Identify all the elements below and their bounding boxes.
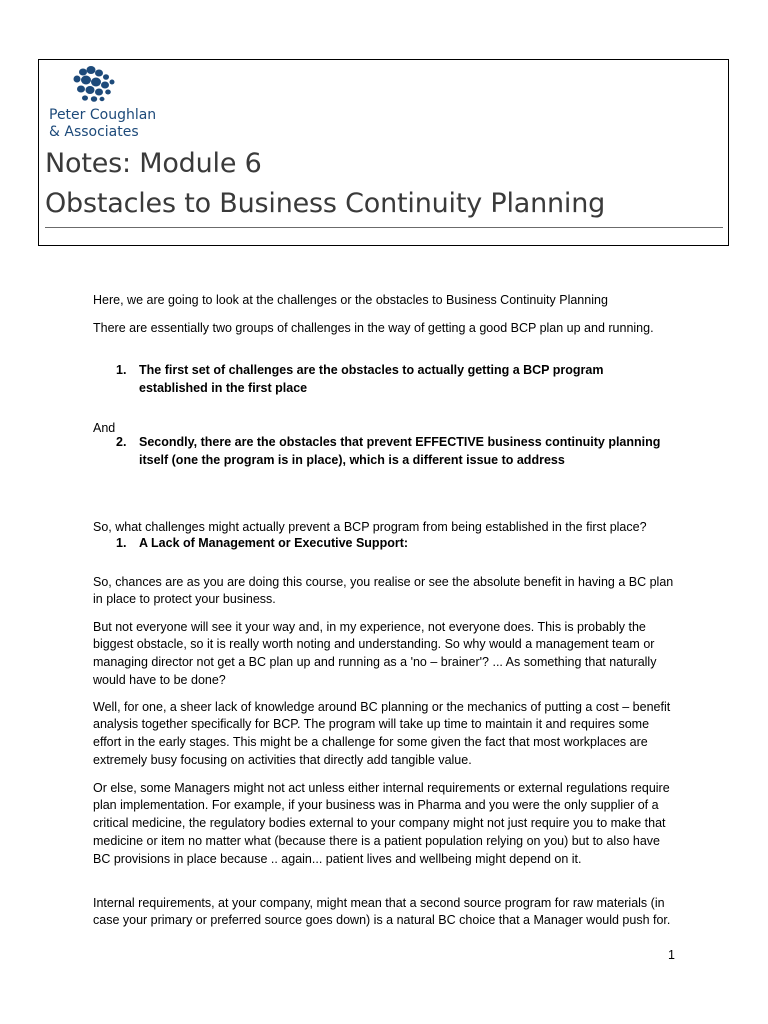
list-item [93,433,675,469]
company-name-line2: & Associates [49,124,139,140]
list-number: 2. [116,435,127,449]
document-subtitle: Obstacles to Business Continuity Planning [45,188,606,219]
page-number: 1 [668,948,675,962]
body-paragraph: But not everyone will see it your way and, in my experience, not everyone does. This is probably the biggest obstacle, so it is really worth noting and understanding. So why would a management team or managing director not get a BC plan up and running as a 'no – brainer'? ... As something that naturally would have to be done? [93,619,657,687]
section-heading-text: A Lack of Management or Executive Support: [139,536,409,550]
intro-paragraph: Here, we are going to look at the challenges or the obstacles to Business Continuity Planning [93,292,608,307]
body-paragraph: Well, for one, a sheer lack of knowledge around BC planning or the mechanics of putting a cost – benefit analysis together specifically for BCP. The program will take up time to maintain it and requires some effort in the early stages. This might be a challenge for some given the fact that most workplaces are extremely busy focusing on activities that directly add tangible value. [93,699,671,767]
body-paragraph: Or else, some Managers might not act unless either internal requirements or external regulations require plan implementation. For example, if your business was in Pharma and you were the only supplier of a critical medicine, the regulatory bodies external to your company might not just require you to make that medicine or item no matter what (because there is a patient population relying on you) but to also have BC provisions in place because .. again... patient lives and wellbeing might depend on it. [93,780,670,866]
document-header [38,59,729,246]
section-heading [93,534,675,552]
body-paragraph: Internal requirements, at your company, might mean that a second source program for raw materials (in case your primary or preferred source goes down) is a natural BC choice that a Manager would push for. [93,895,671,928]
company-name-line1: Peter Coughlan [49,107,157,123]
intro-paragraph: There are essentially two groups of challenges in the way of getting a good BCP plan up and running. [93,320,654,335]
company-logo-icon [69,64,119,104]
body-paragraph: So, chances are as you are doing this course, you realise or see the absolute benefit in having a BC plan in place to protect your business. [93,574,674,607]
question-paragraph: So, what challenges might actually prevent a BCP program from being established in the first place? [93,519,647,534]
list-item-text: The first set of challenges are the obstacles to actually getting a BCP program established in the first place [139,363,604,395]
list-item [93,361,675,397]
company-name [49,107,156,141]
list-item-text: Secondly, there are the obstacles that prevent EFFECTIVE business continuity planning itself (one the program is in place), which is a different issue to address [139,435,661,467]
title-divider [45,227,723,228]
connector-text: And [93,420,116,435]
document-title: Notes: Module 6 [45,148,262,179]
list-number: 1. [116,536,127,550]
list-number: 1. [116,363,127,377]
